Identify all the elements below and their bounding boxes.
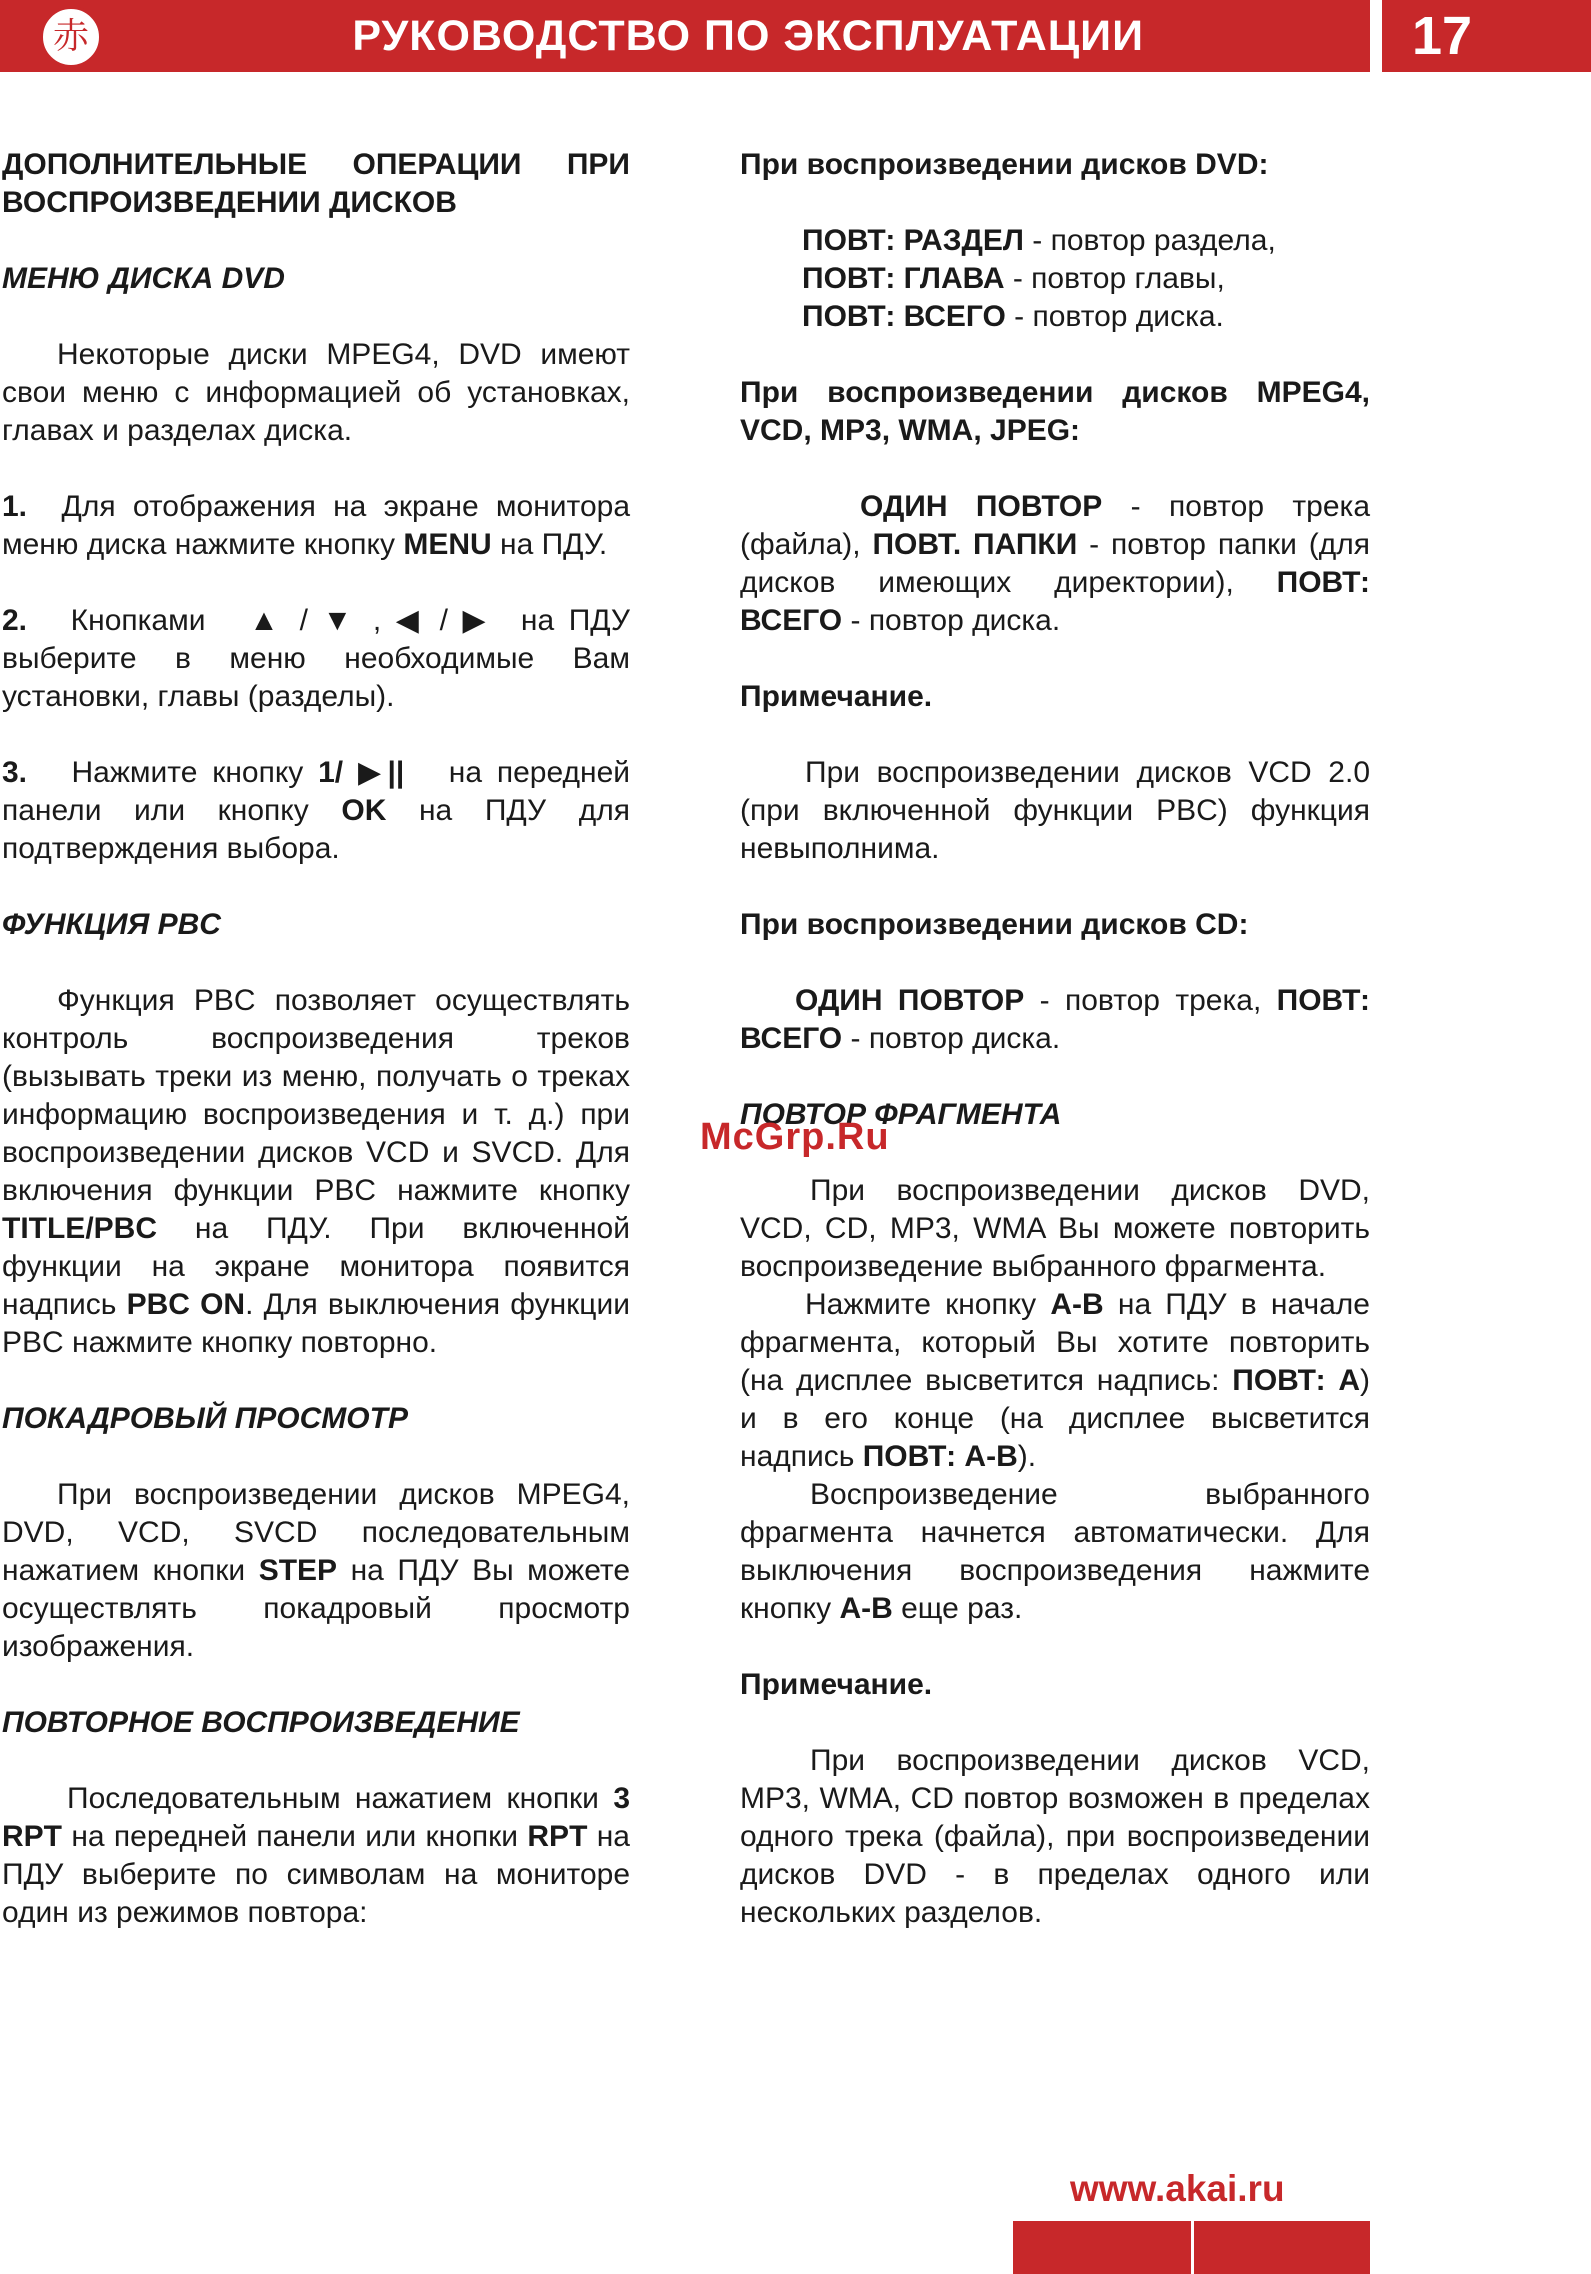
ab-text-1: При воспроизведении дисков DVD, VCD, CD, MP3, WMA Вы можете повторить воспроизведение выбранного фрагмента.: [740, 1174, 1370, 1283]
note-heading-1: Примечание.: [740, 680, 933, 713]
dvd-menu-step-1: 1. Для отображения на экране монитора меню диска нажмите кнопку MENU на ПДУ.: [2, 490, 631, 561]
dvd-repeat-line: ПОВТ: РАЗДЕЛ - повтор раздела,: [802, 224, 1276, 257]
dvd-menu-step-3: 3. Нажмите кнопку 1/ ▶|| на передней панели или кнопку OK на ПДУ для подтверждения выбора.: [2, 756, 631, 865]
pbc-text: Функция PBC позволяет осуществлять контроль воспроизведения треков (вызывать треки из меню, получать о треках информацию воспроизведения и т. д.) при воспроизведении дисков VCD и SVCD. Для включения функции PBC нажмите кнопку TITLE/PBC на ПДУ. При включенной функции на экране монитора появится надпись PBC ON. Для выключения функции PBC нажмите кнопку повторно.: [2, 984, 630, 1359]
heading-frame-view: ПОКАДРОВЫЙ ПРОСМОТР: [2, 1402, 408, 1435]
arrow-keys-icon: ▲ / ▼ , ◀ / ▶: [249, 604, 492, 637]
right-column: [740, 146, 1370, 1932]
dvd-repeat-list: [740, 222, 1370, 336]
heading-pbc: ФУНКЦИЯ PBC: [2, 908, 221, 941]
page-title: РУКОВОДСТВО ПО ЭКСПЛУАТАЦИИ: [352, 12, 1144, 60]
left-column: [2, 146, 630, 1932]
footer-decor-block: [1013, 2221, 1191, 2274]
cd-repeat-heading: При воспроизведении дисков CD:: [740, 908, 1249, 941]
ab-text-3: Воспроизведение выбранного фрагмента начнется автоматически. Для выключения воспроизведения нажмите кнопку A-B еще раз.: [740, 1478, 1370, 1625]
akai-logo-icon: 赤: [40, 6, 102, 68]
dvd-repeat-line: ПОВТ: ГЛАВА - повтор главы,: [802, 262, 1225, 295]
heading-repeat: ПОВТОРНОЕ ВОСПРОИЗВЕДЕНИЕ: [2, 1706, 520, 1739]
page-number: 17: [1382, 0, 1591, 72]
footer-url: www.akai.ru: [1070, 2168, 1285, 2209]
note-heading-2: Примечание.: [740, 1668, 933, 1701]
dvd-menu-step-2: 2. Кнопками ▲ / ▼ , ◀ / ▶ на ПДУ выберите в меню необходимые Вам установки, главы (разделы).: [2, 604, 630, 713]
frame-view-text: При воспроизведении дисков MPEG4, DVD, VCD, SVCD последовательным нажатием кнопки STEP на ПДУ Вы можете осуществлять покадровый просмотр изображения.: [2, 1478, 630, 1663]
mpeg-repeat-heading: При воспроизведении дисков MPEG4, VCD, MP3, WMA, JPEG:: [740, 376, 1370, 447]
note-text-2: При воспроизведении дисков VCD, MP3, WMA, CD повтор возможен в пределах одного трека (файла), при воспроизведении дисков DVD - в пределах одного или нескольких разделов.: [740, 1744, 1370, 1929]
repeat-text: Последовательным нажатием кнопки 3 RPT на передней панели или кнопки RPT на ПДУ выберите по символам на мониторе один из режимов повтора:: [2, 1782, 630, 1929]
dvd-repeat-line: ПОВТ: ВСЕГО - повтор диска.: [802, 300, 1224, 333]
watermark: McGrp.Ru: [700, 1116, 890, 1158]
ab-text-2: Нажмите кнопку A-B на ПДУ в начале фрагмента, который Вы хотите повторить (на дисплее высветится надпись: ПОВТ: A) и в его конце (на дисплее высветится надпись ПОВТ: A-B).: [740, 1288, 1370, 1473]
heading-dvd-menu: МЕНЮ ДИСКА DVD: [2, 262, 285, 295]
note-text-1: При воспроизведении дисков VCD 2.0 (при включенной функции PBC) функция невыполнима.: [740, 756, 1370, 865]
dvd-repeat-heading: При воспроизведении дисков DVD:: [740, 148, 1269, 181]
dvd-menu-intro: Некоторые диски MPEG4, DVD имеют свои меню с информацией об установках, главах и разделах диска.: [2, 338, 630, 447]
footer-decor-block: [1194, 2221, 1370, 2274]
cd-repeat-text: ОДИН ПОВТОР - повтор трека, ПОВТ: ВСЕГО - повтор диска.: [740, 984, 1370, 1055]
mpeg-repeat-text: ОДИН ПОВТОР - повтор трека (файла), ПОВТ. ПАПКИ - повтор папки (для дисков имеющих директории), ПОВТ: ВСЕГО - повтор диска.: [740, 490, 1370, 637]
header-bar: [0, 0, 1370, 72]
section-title: ДОПОЛНИТЕЛЬНЫЕ ОПЕРАЦИИ ПРИ ВОСПРОИЗВЕДЕНИИ ДИСКОВ: [2, 148, 630, 219]
heading-ab-repeat: ПОВТОР ФРАГМЕНТА: [740, 1098, 1062, 1131]
